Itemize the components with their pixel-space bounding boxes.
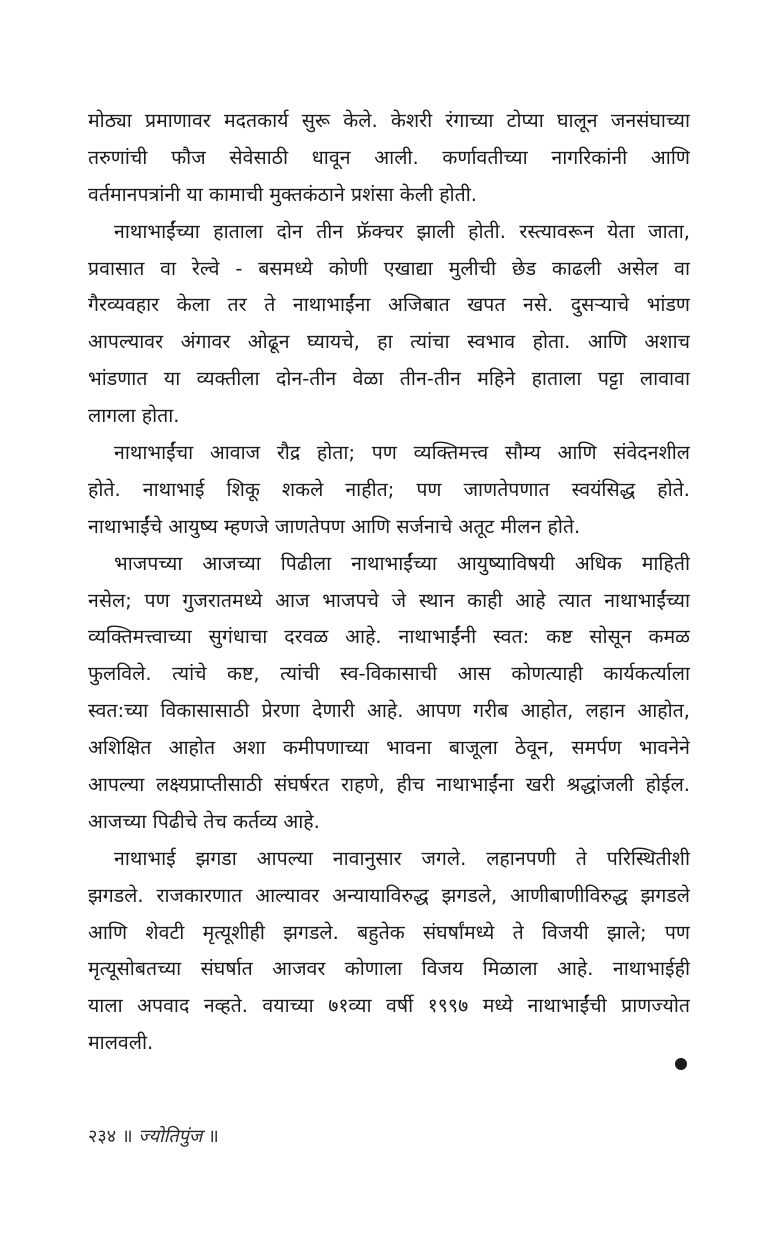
end-bullet-icon — [675, 1058, 687, 1070]
text-line: झगडले. राजकारणात आल्यावर अन्यायाविरुद्ध झगडले, आणीबाणीविरुद्ध झगडले — [88, 883, 690, 907]
page-footer — [88, 1122, 219, 1152]
text-line: मोठ्या प्रमाणावर मदतकार्य सुरू केले. केशरी रंगाच्या टोप्या घालून जनसंघाच्या — [88, 109, 690, 132]
text-line: आपल्या लक्ष्यप्राप्तीसाठी संघर्षरत राहणे, हीच नाथाभाईंना खरी श्रद्धांजली होईल. — [88, 773, 690, 797]
paragraph — [88, 435, 690, 546]
text-line: लागला होता. — [88, 404, 180, 428]
text-line: वर्तमानपत्रांनी या कामाची मुक्तकंठाने प्रशंसा केली होती. — [88, 182, 477, 206]
body-text — [88, 103, 690, 1062]
paragraph — [88, 214, 690, 435]
paragraph — [88, 841, 690, 1062]
text-line: आणि शेवटी मृत्यूशीही झगडले. बहुतेक संघर्षांमध्ये ते विजयी झाले; पण — [88, 920, 690, 944]
book-title: ज्योतिपुंज — [138, 1126, 203, 1147]
page-number: २३४ — [88, 1126, 117, 1147]
footer-separator: ॥ — [116, 1126, 139, 1147]
text-line: भांडणात या व्यक्तीला दोन-तीन वेळा तीन-तीन महिने हाताला पट्टा लावावा — [88, 367, 690, 391]
text-line: भाजपच्या आजच्या पिढीला नाथाभाईंच्या आयुष्याविषयी अधिक माहिती — [114, 551, 690, 575]
text-line: स्वत:च्या विकासासाठी प्रेरणा देणारी आहे. आपण गरीब आहोत, लहान आहोत, — [88, 699, 690, 723]
text-line: प्रवासात वा रेल्वे - बसमध्ये कोणी एखाद्या मुलीची छेड काढली असेल वा — [88, 256, 690, 280]
text-line: मालवली. — [88, 1031, 154, 1055]
text-line: होते. नाथाभाई शिकू शकले नाहीत; पण जाणतेपणात स्वयंसिद्ध होते. — [88, 477, 690, 501]
text-line: नाथाभाईंच्या हाताला दोन तीन फ्रॅक्चर झाली होती. रस्त्यावरून येता जाता, — [114, 219, 690, 243]
text-line: नाथाभाईंचा आवाज रौद्र होता; पण व्यक्तिमत्त्व सौम्य आणि संवेदनशील — [114, 441, 690, 465]
text-line: व्यक्तिमत्त्वाच्या सुगंधाचा दरवळ आहे. नाथाभाईंनी स्वत: कष्ट सोसून कमळ — [88, 625, 690, 649]
paragraph — [88, 103, 690, 214]
text-line: नाथाभाई झगडा आपल्या नावानुसार जगले. लहानपणी ते परिस्थितीशी — [114, 846, 690, 870]
text-line: अशिक्षित आहोत अशा कमीपणाच्या भावना बाजूला ठेवून, समर्पण भावनेने — [88, 736, 690, 760]
paragraph — [88, 546, 690, 841]
text-line: नसेल; पण गुजरातमध्ये आज भाजपचे जे स्थान काही आहे त्यात नाथाभाईंच्या — [88, 588, 690, 612]
text-line: फुलविले. त्यांचे कष्ट, त्यांची स्व-विकासाची आस कोणत्याही कार्यकर्त्याला — [88, 662, 690, 686]
text-line: मृत्यूसोबतच्या संघर्षात आजवर कोणाला विजय मिळाला आहे. नाथाभाईही — [88, 957, 690, 981]
text-line: तरुणांची फौज सेवेसाठी धावून आली. कर्णावतीच्या नागरिकांनी आणि — [88, 145, 690, 169]
text-line: आपल्यावर अंगावर ओढून घ्यायचे, हा त्यांचा स्वभाव होता. आणि अशाच — [88, 330, 690, 354]
text-line: आजच्या पिढीचे तेच कर्तव्य आहे. — [88, 809, 320, 833]
footer-separator: ॥ — [202, 1126, 219, 1147]
text-line: गैरव्यवहार केला तर ते नाथाभाईंना अजिबात खपत नसे. दुसऱ्याचे भांडण — [88, 293, 690, 317]
text-line: नाथाभाईंचे आयुष्य म्हणजे जाणतेपण आणि सर्जनाचे अतूट मीलन होते. — [88, 514, 581, 538]
text-line: याला अपवाद नव्हते. वयाच्या ७१व्या वर्षी १९९७ मध्ये नाथाभाईंची प्राणज्योत — [88, 994, 690, 1018]
